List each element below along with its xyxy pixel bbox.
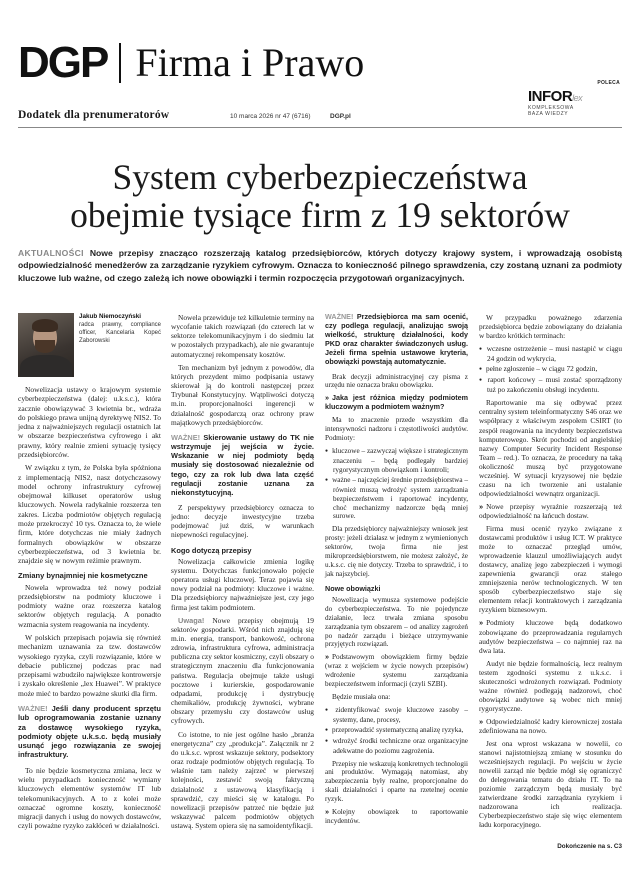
bullet-list xyxy=(325,706,468,756)
paragraph: » Podstawowym obowiązkiem firmy będzie (wraz z wejściem w życie nowych przepisów) wdrożenie systemu zarządzania bezpieczeństwem informacji (czyli SZBI). xyxy=(325,653,468,689)
column-4 xyxy=(479,313,622,833)
article-lead xyxy=(18,247,622,284)
paragraph: Raportowanie ma się odbywać przez centralny system teleinformatyczny S46 oraz we współpracy z właściwym zespołem CSIRT (to zespół reagowania na incydenty bezpieczeństwa komputerowego. Skrót pochodzi od angielskiej nazwy Computer Security Incident Response Team – red.). To oznacza, że procedury na taką okoliczność muszą być przygotowane wcześniej. W sytuacji kryzysowej nie będzie czasu na ich tworzenie ani ustalanie odpowiedzialności wewnątrz organizacji. xyxy=(479,398,622,498)
paragraph: Ma to znaczenie przede wszystkim dla intensywności nadzoru i częstotliwości audytów. Podmioty: xyxy=(325,416,468,443)
logo-suffix: lex xyxy=(572,93,583,103)
list-item: ● zidentyfikować swoje kluczowe zasoby – systemy, dane, procesy, xyxy=(325,706,468,725)
column-1 xyxy=(18,313,161,835)
supplement-title: Dodatek dla prenumeratorów xyxy=(18,109,170,121)
author-photo xyxy=(18,313,74,377)
list-item: ● pełne zgłoszenie – w ciągu 72 godzin, xyxy=(479,364,622,374)
column-2 xyxy=(171,313,314,834)
paragraph: Przepisy nie wskazują konkretnych technologii ani produktów. Wymagają natomiast, aby zabezpieczenia były realne, proporcjonalne do skali działalności i oparte na rzetelnej ocenie ryzyk. xyxy=(325,759,468,804)
masthead-divider xyxy=(119,43,121,83)
site-link: DGP.pl xyxy=(330,113,351,120)
paragraph: Dla przedsiębiorcy najważniejszy wniosek jest prosty: jeżeli działasz w jednym z wymienionych sektorów, twoja firma nie jest mikroprzedsiębiorstwem, nie możesz założyć, że u.k.s.c. cię nie dotyczy. Trzeba to sprawdzić, i to jak najszybciej. xyxy=(325,525,468,578)
column-3 xyxy=(325,313,468,830)
paragraph: » Podmioty kluczowe będą dodatkowo zobowiązane do przeprowadzania regularnych audytów bezpieczeństwa – co najmniej raz na dwa lata. xyxy=(479,618,622,654)
paragraph: Nowelizacja wymusza systemowe podejście do cyberbezpieczeństwa. To nie pojedyncze działanie, lecz trwała zmiana sposobu zarządzania tym obszarem – od analizy zagrożeń po nadzór zarządu i bieżące utrzymywanie przyjętych rozwiązań. xyxy=(325,595,468,649)
list-item: ● wdrożyć środki techniczne oraz organizacyjne adekwatne do poziomu zagrożenia. xyxy=(325,737,468,756)
headline-line-2: obejmie tysiące firm z 19 sektorów xyxy=(70,195,570,235)
headline-line-1: System cyberbezpieczeństwa xyxy=(112,157,528,197)
list-item: ● raport końcowy – musi zostać sporządzony tuż po zakończeniu obsługi incydentu. xyxy=(479,375,622,394)
paragraph: Jest ona wprost wskazana w nowelii, co stanowi najistotniejszą zmianę w stosunku do wcześniejszych regulacji. Po wejściu w życie nowelii zarząd nie będzie mógł się ograniczyć do delegowania tematu do działu IT. To na poziomie zarządczym będą musiały być zatwierdzane środki zarządzania ryzykiem i nadzorowana ich realizacja. Cyberbezpieczeństwo staje się więc elementem ładu korporacyjnego. xyxy=(479,739,622,830)
header-rule xyxy=(18,127,622,128)
paragraph: Będzie musiała ona: xyxy=(332,693,391,702)
logo-tagline-1: KOMPLEKSOWA xyxy=(528,105,574,111)
lead-kicker: AKTUALNOŚCI xyxy=(18,248,84,258)
paragraph: Audyt nie będzie formalnością, lecz realnym testem zgodności systemu z u.k.s.c. i skuteczności wdrożonych rozwiązań. Podmioty ważne również podlegają nadzorowi, choć obowiązki audytowe są wobec nich mniej rygorystyczne. xyxy=(479,658,622,713)
article-headline xyxy=(18,158,622,234)
question: » Jaka jest różnica między podmiotem kluczowym a podmiotem ważnym? xyxy=(325,394,468,412)
paragraph: » Odpowiedzialność kadry kierowniczej została zdefiniowana na nowo. xyxy=(479,717,622,735)
logo-name: INFORlex xyxy=(528,88,583,105)
paragraph: W związku z tym, że Polska była spóźniona z implementacją NIS2, nasz dotychczasowy model ochrony infrastruktury cyfrowej obejmował kilkuset operatorów usług kluczowych. Nowela radykalnie rozszerza ten zakres. Liczba podmiotów objętych regulacją może przekroczyć 10 tys. Oznacza to, że wiele firm, które dotychczas nie miały żadnych formalnych obowiązków w obszarze cyberbezpieczeństwa, od 3 kwietnia br. znajdzie się w nowym reżimie prawnym. xyxy=(18,463,161,566)
important-note: WAŻNE! Przedsiębiorca ma sam ocenić, czy podlega regulacji, analizując swoją wielkość, strukturę działalności, kody PKD oraz charakter świadczonych usług. Jeżeli firma spełnia ustawowe kryteria, obowiązki powstają automatycznie. xyxy=(325,312,469,366)
paragraph: Firma musi ocenić ryzyko związane z dostawcami produktów i usług ICT. W praktyce może to oznaczać przegląd umów, wprowadzenie klauzul umożliwiających audyt dostawcy, analizę jego zabezpieczeń i wymogi zapewnienia gwarancji oraz stałego zmniejszenia nerów technologicznych. W ten sposób cyberbezpieczeństwo staje się elementem relacji kontraktowych i zarządzania ryzykiem biznesowym. xyxy=(479,523,622,615)
important-note: WAŻNE! Skierowanie ustawy do TK nie wstrzymuje jej wejścia w życie. Wskazanie w niej podmioty będą musiały się dostosować niezależnie od tego, czy za rok lub dwa lata część regulacji zostanie uznana za niekonstytucyjną. xyxy=(171,432,314,497)
subheading: Nowe obowiązki xyxy=(325,583,381,593)
list-item: ● ważne – najczęściej średnie przedsiębiorstwa – również muszą wdrożyć system zarządzania bezpieczeństwem i raportować incydenty, choć mechanizmy nadzorcze będą mniej surowe. xyxy=(325,476,468,522)
bullet-list xyxy=(325,447,468,521)
paragraph: W polskich przepisach pojawia się również mechanizm uznawania za tzw. dostawców wysokiego ryzyka, czyli rozwiązanie, które w debacie publicznej podczas prac nad przepisami wzbudziło największe kontrowersje i zyskało określenie „lex Huawei”. W praktyce może mieć to bardzo poważne skutki dla firm. xyxy=(18,633,161,698)
paragraph: Brak decyzji administracyjnej czy pisma z urzędu nie oznacza braku obowiązku. xyxy=(325,372,468,390)
continued-on-page: Dokończenie na s. C3 xyxy=(557,843,622,850)
paragraph: Z perspektywy przedsiębiorcy oznacza to jedno: decyzje inwestycyjne trzeba podejmować już dziś, w warunkach niepewności regulacyjnej. xyxy=(171,502,314,540)
paragraph: Nowela przewiduje też kilkuletnie terminy na wycofanie takich rozwiązań (do czterech lat w sektorze telekomunikacyjnym i do siedmiu lat w pozostałych przypadkach), ale nie gwarantuje automatycznej rekompensaty kosztów. xyxy=(171,313,314,359)
issue-line xyxy=(18,109,458,123)
inforlex-logo xyxy=(528,80,620,124)
subheading: Zmiany bynajmniej nie kosmetyczne xyxy=(18,571,148,581)
subheading: Kogo dotyczą przepisy xyxy=(171,545,252,555)
paragraph: Ten mechanizm był jednym z powodów, dla których prezydent mimo podpisania ustawy skierował ją do kontroli następczej przez Trybunał Konstytucyjny. Wątpliwości dotyczą m.in. proporcjonalności ingerencji w działalność gospodarczą oraz ochrony praw majątkowych przedsiębiorców. xyxy=(171,362,314,427)
logo-tagline-2: BAZA WIEDZY xyxy=(528,111,569,117)
paragraph: Co istotne, to nie jest ogólne hasło „branża energetyczna” czy „produkcja”. Załącznik nr 2 do u.k.s.c. wprost wskazuje sektory, podsektory oraz rodzaje podmiotów objętych regulacją. To właśnie tam należy zajrzeć w pierwszej kolejności, zestawić swoją faktyczną działalność z ustawową klasyfikacją i sprawdzić, czy mieści się w katalogu. Po nowelizacji przepisów patrzeć nie będzie już wskazywać palcem podmiotów objętych ustawą. System opiera się na samoidentyfikacji. xyxy=(171,729,314,831)
author-name: Jakub Niemoczyński xyxy=(79,313,141,320)
paragraph: Nowelizacja ustawy o krajowym systemie cyberbezpieczeństwa (dalej: u.k.s.c.), która zacznie obowiązywać 3 kwietnia br., wdraża do polskiego prawa unijną dyrektywę NIS2. To jedna z najważniejszych regulacji ostatnich lat w obszarze bezpieczeństwa cyfrowego i akt prawny, który realnie zmieni sytuację tysięcy przedsiębiorców. xyxy=(18,385,161,459)
paragraph: Uwaga! Nowe przepisy obejmują 19 sektorów gospodarki. Wśród nich znajdują się m.in. energia, transport, bankowość, ochrona zdrowia, infrastruktura cyfrowa, administracja publiczna czy sektor kosmiczny, czyli obszary o strategicznym znaczeniu dla funkcjonowania państwa. Regulacja obejmuje także usługi pocztowe i kurierskie, gospodarowanie odpadami, produkcję i dystrybucję chemikaliów, produkcję żywności, wybrane obszary przemysłu czy dostawców usług cyfrowych. xyxy=(171,615,314,726)
paragraph: » Nowe przepisy wyraźnie rozszerzają też odpowiedzialność na łańcuch dostaw. xyxy=(479,502,622,520)
list-item: ● kluczowe – zazwyczaj większe i strategicznym znaczeniu – będą podlegały bardziej rygorystycznym obowiązkom i kontroli; xyxy=(325,447,468,475)
bullet-list xyxy=(479,344,622,394)
paragraph: » Kolejny obowiązek to raportowanie incydentów. xyxy=(325,808,468,826)
logo-recommend: POLECA xyxy=(597,80,620,86)
masthead xyxy=(18,40,438,86)
list-item: ● wczesne ostrzeżenie – musi nastąpić w ciągu 24 godzin od wykrycia, xyxy=(479,344,622,363)
author-box xyxy=(18,313,161,377)
brand-logo: DGP xyxy=(18,38,108,87)
list-item: ● przeprowadzić systematyczną analizę ryzyka, xyxy=(325,726,468,736)
paragraph: To nie będzie kosmetyczna zmiana, lecz w wielu przypadkach konieczność wymiany kluczowych elementów systemów IT lub telekomunikacyjnych. A to z kolei może oznaczać ogromne koszty, konieczność migracji danych i usług do nowych dostawców, czyli poważne ryzyko zakłóceń w działalności. xyxy=(18,765,161,831)
author-role: radca prawny, compliance officer, Kancelaria Kopeć Zaborowski xyxy=(79,322,161,344)
section-title: Firma i Prawo xyxy=(135,40,365,85)
lead-text: Nowe przepisy znacząco rozszerzają katalog przedsiębiorców, których dotyczy krajowy system, i wprowadzają osobistą odpowiedzialność menedżerów za zarządzanie ryzykiem cyfrowym. Oznacza to konieczność pilnego sprawdzenia, czy zostaną uznani za podmioty kluczowe lub ważne, od czego zależą ich nowe obowiązki i termin rozpoczęcia przygotowań organizacyjnych. xyxy=(18,248,622,283)
note-kicker: Uwaga! xyxy=(178,615,205,625)
paragraph: Nowelizacja całkowicie zmienia logikę systemu. Dotychczas funkcjonowało pojęcie operatora usługi kluczowej. Teraz pojawia się nowy podział na podmioty: kluczowe i ważne. Dla przedsiębiorcy najważniejsze jest, czy jego firma jest takim podmiotem. xyxy=(171,556,314,612)
paragraph: Nowela wprowadza też nowy podział przedsiębiorstw na podmioty kluczowe i podmioty ważne oraz rozszerza katalog sektorów objętych regulacją. A ponadto wzmacnia system reagowania na incydenty. xyxy=(18,582,161,629)
paragraph: W przypadku poważnego zdarzenia przedsiębiorca będzie zobowiązany do działania w bardzo krótkich terminach: xyxy=(479,313,622,341)
issue-date: 10 marca 2026 nr 47 (6716) xyxy=(230,113,311,120)
important-note: WAŻNE! Jeśli dany producent sprzętu lub oprogramowania zostanie uznany za dostawcę wysokiego ryzyka, podmioty objęte u.k.s.c. będą musiały usunąć jego rozwiązania ze swojej infrastruktury. xyxy=(18,704,161,760)
